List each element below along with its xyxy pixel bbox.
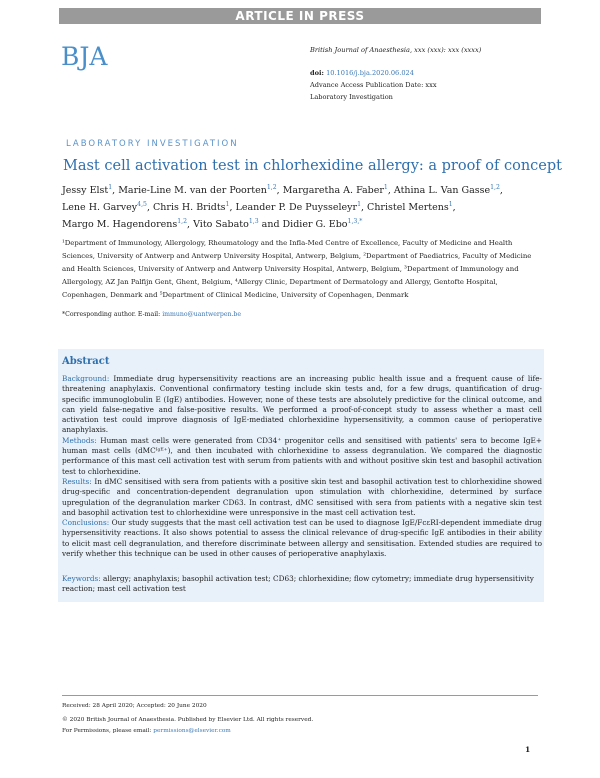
author-name: Lene H. Garvey [62, 202, 138, 213]
author [62, 185, 118, 196]
copyright-notice: © 2020 British Journal of Anaesthesia. Published by Elsevier Ltd. All rights reserved. [62, 717, 314, 723]
received-dates: Received: 28 April 2020; Accepted: 20 June 2020 [62, 703, 207, 709]
author [62, 219, 193, 230]
author-affil-sup[interactable]: 1,2 [177, 217, 188, 225]
author-name: Athina L. Van Gasse [393, 185, 491, 196]
author-separator: , [187, 219, 194, 230]
author [118, 185, 283, 196]
keywords-heading: Keywords: [62, 574, 101, 583]
abstract-results [62, 477, 542, 518]
author-affil-sup[interactable]: 1 [383, 183, 388, 191]
author [62, 202, 153, 213]
author [367, 202, 456, 213]
author-affil-sup[interactable]: 1,2 [490, 183, 500, 191]
author [236, 202, 368, 213]
methods-heading: Methods: [62, 435, 97, 445]
results-heading: Results: [62, 476, 92, 486]
section-label: LABORATORY INVESTIGATION [66, 139, 239, 149]
author-separator: , [112, 185, 119, 196]
corresponding-author [62, 311, 241, 318]
keywords-text: allergy; anaphylaxis; basophil activation test; CD63; chlorhexidine; flow cytometry; immediate drug hypersensitivity reaction; mast cell activation test [62, 574, 534, 594]
author-affil-sup[interactable]: 1,3,* [347, 217, 363, 225]
doi-label: doi: [310, 69, 324, 77]
author-separator: , [387, 185, 394, 196]
author-name: Vito Sabato [193, 219, 249, 230]
author-name: Christel Mertens [367, 202, 449, 213]
doi-line [310, 69, 414, 77]
journal-citation: British Journal of Anaesthesia, xxx (xxx): xxx (xxxx) [310, 46, 482, 54]
corresponding-label: *Corresponding author. E-mail: [62, 311, 161, 318]
footer-divider [62, 695, 538, 696]
author-list [62, 182, 552, 233]
background-text: Immediate drug hypersensitivity reactions are an increasing public health issue and a frequent cause of life-threatening anaphylaxis. Conventional confirmatory testing include skin tests and, for a few drugs, quantification of drug-specific immunoglobulin E (IgE) antibodies. However, none of these tests are absolutely predictive for the clinical outcome, and can yield false-negative and false-positive results. We performed a proof-of-concept study to assess whether a mast cell activation test could improve diagnosis of IgE-mediated chlorhexidine hypersensitivity, a common cause of perioperative anaphylaxis. [62, 374, 542, 435]
author-name: Margo M. Hagendorens [62, 219, 178, 230]
author-name: Marie-Line M. van der Poorten [118, 185, 267, 196]
doi-link[interactable]: 10.1016/j.bja.2020.06.024 [326, 69, 414, 77]
corresponding-email-link[interactable]: immuno@uantwerpen.be [162, 311, 242, 318]
author [394, 185, 503, 196]
author [193, 219, 282, 230]
abstract-methods [62, 436, 542, 477]
author [153, 202, 236, 213]
background-heading: Background: [62, 374, 110, 383]
author-affil-sup[interactable]: 1 [225, 200, 230, 208]
author-affil-sup[interactable]: 1 [108, 183, 113, 191]
article-category: Laboratory Investigation [310, 93, 393, 101]
conclusions-text: Our study suggests that the mast cell activation test can be used to diagnose IgE/FcεRI-dependent immediate drug hypersensitivity reactions. It also shows potential to assess the clinical relevance of drug-specific IgE antibodies in their ability to elicit mast cell degranulation, and therefore discriminate between allergy and sensitisation. Extended studies are required to verify whether this technique can be used in other causes of perioperative anaphylaxis. [62, 518, 542, 559]
page-number: 1 [525, 745, 531, 754]
author-affil-sup[interactable]: 1 [448, 200, 453, 208]
permissions-line [62, 728, 231, 734]
abstract-body [62, 374, 542, 559]
author-separator: , [276, 185, 283, 196]
author-name: Leander P. De Puysseleyr [235, 202, 358, 213]
permissions-label: For Permissions, please email: [62, 728, 152, 734]
author-name: Chris H. Bridts [153, 202, 226, 213]
author-affil-sup[interactable]: 1,3 [248, 217, 259, 225]
methods-text: Human mast cells were generated from CD34⁺ progenitor cells and sensitised with patients' sera to become IgE+ human mast cells (dMCᴵᵍᴱ⁺), and then incubated with chlorhexidine to assess degranulation. We compared the diagnostic performance of this mast cell activation test with serum from patients with and without positive skin test and basophil activation test to chlorhexidine. [62, 435, 542, 476]
results-text: In dMC sensitised with sera from patients with a positive skin test and basophil activation test to chlorhexidine showed drug-specific and concentration-dependent degranulation upon stimulation with chlorhexidine, determined by surface upregulation of the degranulation marker CD63. In contrast, dMC sensitised with sera from patients with a negative skin test and basophil activation test to chlorhexidine were unresponsive in the mast cell activation test. [62, 476, 542, 517]
author-separator: , [452, 202, 456, 213]
author [283, 219, 363, 230]
article-in-press-banner: ARTICLE IN PRESS [59, 8, 541, 24]
abstract-conclusions [62, 518, 542, 559]
author-separator: , [229, 202, 236, 213]
abstract-background [62, 374, 542, 436]
author [283, 185, 394, 196]
author-affil-sup[interactable]: 4,5 [137, 200, 147, 208]
abstract-heading: Abstract [62, 356, 110, 367]
conclusions-heading: Conclusions: [62, 518, 110, 528]
author-name: Margaretha A. Faber [282, 185, 384, 196]
author-separator: , [361, 202, 368, 213]
author-affil-sup[interactable]: 1 [357, 200, 361, 208]
author-name: Didier G. Ebo [282, 219, 348, 230]
permissions-email-link[interactable]: permissions@elsevier.com [153, 728, 231, 734]
affiliations: ¹Department of Immunology, Allergology, Rheumatology and the Infla-Med Centre of Excellence, Faculty of Medicine and Health Sciences, University of Antwerp and Antwerp University Hospital, Antwerp, Belgium, ²Department of Paediatrics, Faculty of Medicine and Health Sciences, University of Antwerp and Antwerp University Hospital, Antwerp, Belgium, ³Department of Immunology and Allergology, AZ Jan Palfijn Gent, Ghent, Belgium, ⁴Allergy Clinic, Department of Dermatology and Allergy, Gentofte Hospital, Copenhagen, Denmark and ⁵Department of Clinical Medicine, University of Copenhagen, Denmark [62, 239, 532, 299]
author-separator: , [146, 202, 154, 213]
advance-access-date: Advance Access Publication Date: xxx [310, 81, 437, 89]
author-affil-sup[interactable]: 1,2 [266, 183, 277, 191]
author-separator: , [499, 185, 503, 196]
keywords [62, 574, 540, 595]
journal-logo: BJA [61, 42, 108, 71]
author-separator: and [258, 219, 283, 230]
article-title: Mast cell activation test in chlorhexidine allergy: a proof of concept [63, 158, 562, 174]
author-name: Jessy Elst [62, 185, 109, 196]
